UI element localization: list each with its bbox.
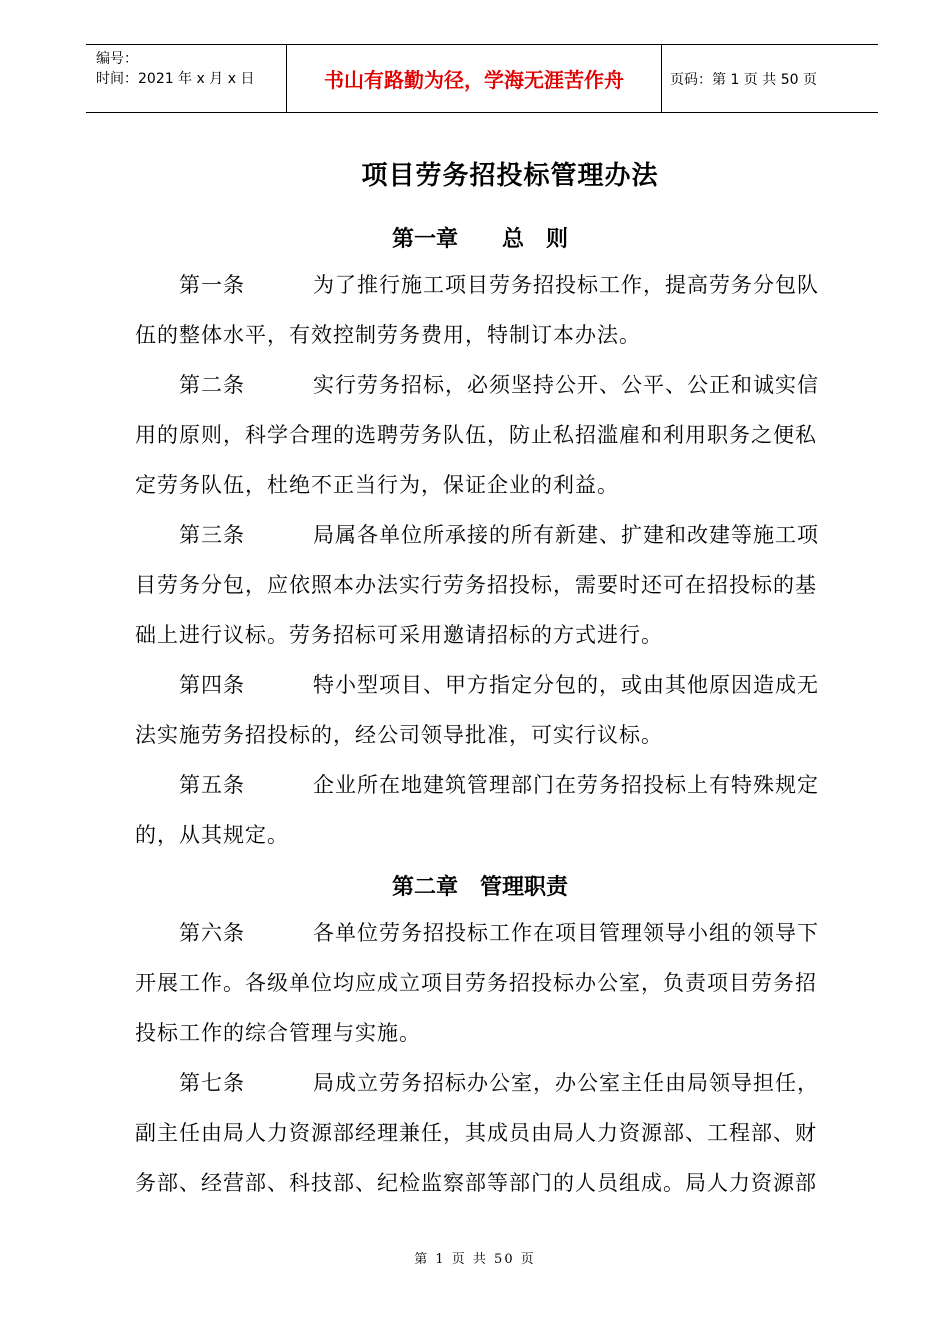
article-7 [135,1058,830,1208]
chapter-1-heading: 第一章 总 则 [391,227,568,252]
article-text: 为了推行施工项目劳务招投标工作，提高劳务分包队伍的整体水平，有效控制劳务费用，特制订本办法。 [135,273,819,347]
article-number: 第七条 [179,1071,245,1095]
article-5 [135,760,830,860]
article-text: 局成立劳务招标办公室，办公室主任由局领导担任，副主任由局人力资源部经理兼任，其成员由局人力资源部、工程部、财务部、经营部、科技部、纪检监察部等部门的人员组成。局人力资源部 [135,1071,819,1195]
chapter-1-body [135,260,830,860]
article-text: 实行劳务招标，必须坚持公开、公平、公正和诚实信用的原则，科学合理的选聘劳务队伍，防止私招滥雇和利用职务之便私定劳务队伍，杜绝不正当行为，保证企业的利益。 [135,373,819,497]
time-label: 时间：2021 年 x 月 x 日 [96,71,255,87]
article-text: 各单位劳务招投标工作在项目管理领导小组的领导下开展工作。各级单位均应成立项目劳务招投标办公室，负责项目劳务招投标工作的综合管理与实施。 [135,921,819,1045]
article-3 [135,510,830,660]
article-6 [135,908,830,1058]
header-motto: 书山有路勤为径，学海无涯苦作舟 [287,45,662,112]
page-header [86,44,878,113]
header-meta [86,45,287,112]
article-number: 第六条 [179,921,245,945]
article-text: 局属各单位所承接的所有新建、扩建和改建等施工项目劳务分包，应依照本办法实行劳务招投标，需要时还可在招投标的基础上进行议标。劳务招标可采用邀请招标的方式进行。 [135,523,819,647]
header-page-info: 页码：第 1 页 共 50 页 [670,71,817,88]
document-title: 项目劳务招投标管理办法 [361,161,659,191]
article-number: 第五条 [179,773,245,797]
article-4 [135,660,830,760]
article-number: 第一条 [179,273,245,297]
article-text: 特小型项目、甲方指定分包的，或由其他原因造成无法实施劳务招投标的，经公司领导批准，可实行议标。 [135,673,819,747]
article-number: 第三条 [179,523,245,547]
chapter-2-heading: 第二章 管理职责 [391,875,568,900]
page-footer: 第 1 页 共 50 页 [414,1252,536,1267]
number-label: 编号： [96,51,138,67]
article-number: 第四条 [179,673,245,697]
article-number: 第二条 [179,373,245,397]
article-text: 企业所在地建筑管理部门在劳务招投标上有特殊规定的，从其规定。 [135,773,819,847]
chapter-2-body [135,908,830,1208]
article-2 [135,360,830,510]
article-1 [135,260,830,360]
